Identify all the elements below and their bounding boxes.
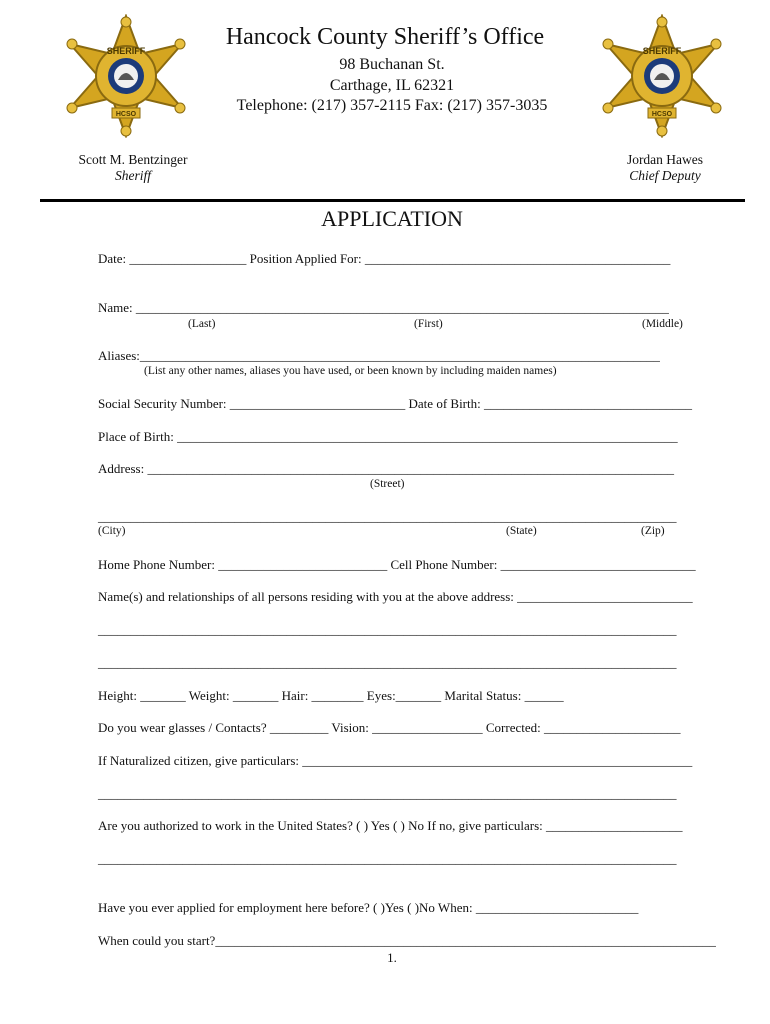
physical-field[interactable]: Height: _______ Weight: _______ Hair: ________ Eyes:_______ Marital Status: ______ (98, 688, 564, 703)
date-position-field[interactable]: Date: __________________ Position Applied For: _______________________________________________ (98, 251, 671, 266)
ssn-dob-field[interactable]: Social Security Number: ___________________________ Date of Birth: ________________________________ (98, 396, 692, 411)
left-official-role: Sheriff (115, 168, 151, 183)
address-street-label: (Street) (370, 478, 405, 490)
glasses-vision-field[interactable]: Do you wear glasses / Contacts? _________ Vision: _________________ Corrected: _____________________ (98, 720, 681, 735)
authorized-field[interactable]: Are you authorized to work in the United States? ( ) Yes ( ) No If no, give particulars: _____________________ (98, 818, 683, 833)
state-label: (State) (506, 525, 537, 537)
office-title: Hancock County Sheriff’s Office (225, 24, 545, 50)
naturalized-line-2[interactable]: _________________________________________________________________________________________ (98, 786, 677, 801)
residents-line-2[interactable]: _________________________________________________________________________________________ (98, 622, 677, 637)
name-middle-label: (Middle) (642, 318, 683, 330)
start-date-field[interactable]: When could you start?_____________________________________________________________________________ (98, 933, 716, 948)
address-city: Carthage, IL 62321 (329, 77, 455, 94)
left-official (78, 152, 188, 184)
badge-bottom-text: HCSO (651, 111, 673, 118)
badge-bottom-text: HCSO (115, 111, 137, 118)
right-official-name: Jordan Hawes (626, 152, 704, 167)
city-state-zip-field[interactable]: _________________________________________________________________________________________ (98, 509, 677, 524)
name-first-label: (First) (414, 318, 443, 330)
city-label: (City) (98, 525, 126, 537)
residents-line-3[interactable]: _________________________________________________________________________________________ (98, 655, 677, 670)
right-official-role: Chief Deputy (629, 168, 701, 183)
right-official (612, 152, 718, 184)
applied-before-field[interactable]: Have you ever applied for employment here before? ( )Yes ( )No When: _________________________ (98, 900, 639, 915)
phones-field[interactable]: Home Phone Number: __________________________ Cell Phone Number: ______________________________ (98, 557, 696, 572)
zip-label: (Zip) (641, 525, 665, 537)
form-title: APPLICATION (321, 206, 463, 231)
address-street: 98 Buchanan St. (339, 56, 445, 73)
naturalized-field[interactable]: If Naturalized citizen, give particulars: ____________________________________________________________ (98, 753, 693, 768)
authorized-line-2[interactable]: _________________________________________________________________________________________ (98, 851, 677, 866)
aliases-note: (List any other names, aliases you have used, or been known by including maiden names) (144, 365, 557, 377)
phone-fax: Telephone: (217) 357-2115 Fax: (217) 357-3035 (236, 97, 548, 114)
name-field[interactable]: Name: __________________________________________________________________________________ (98, 300, 669, 315)
page-number: 1. (387, 950, 397, 965)
residents-field[interactable]: Name(s) and relationships of all persons residing with you at the above address: ___________________________ (98, 589, 693, 604)
badge-text: SHERIFF (642, 46, 682, 56)
address-field[interactable]: Address: _________________________________________________________________________________ (98, 461, 674, 476)
left-official-name: Scott M. Bentzinger (78, 152, 188, 167)
name-last-label: (Last) (188, 318, 216, 330)
badge-text: SHERIFF (106, 46, 146, 56)
aliases-field[interactable]: Aliases:________________________________________________________________________________ (98, 348, 660, 363)
place-of-birth-field[interactable]: Place of Birth: _____________________________________________________________________________ (98, 429, 678, 444)
header-divider (40, 199, 745, 202)
